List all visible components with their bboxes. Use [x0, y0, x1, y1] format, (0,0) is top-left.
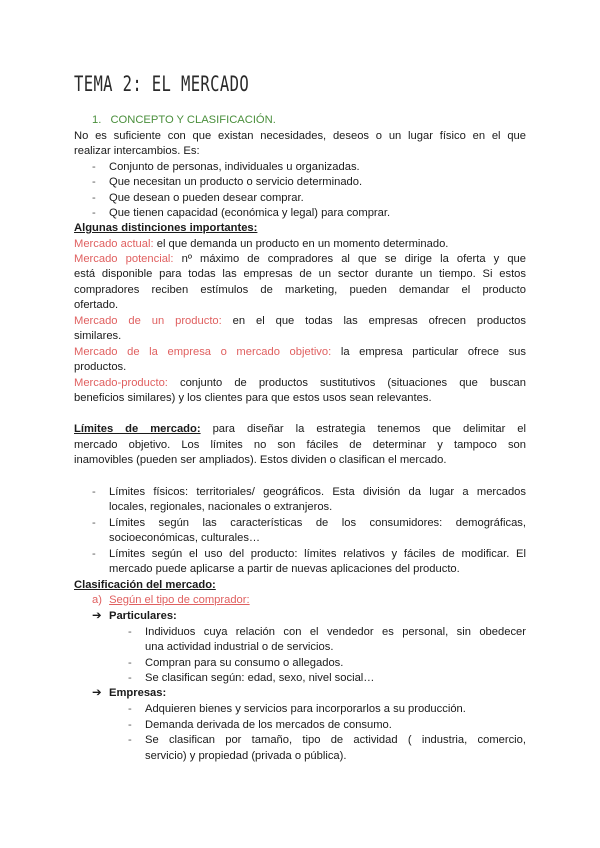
dash-icon: - — [92, 548, 96, 560]
dash-icon: - — [128, 703, 132, 715]
list-item: Límites físicos: territoriales/ geográficos. Esta división da lugar a mercados — [109, 486, 526, 498]
list-item: socioeconómicas, culturales… — [109, 532, 261, 544]
definition-text: productos. — [74, 361, 127, 373]
section-title: CONCEPTO Y CLASIFICACIÓN. — [110, 114, 276, 126]
dash-icon: - — [92, 192, 96, 204]
dash-icon: - — [128, 626, 132, 638]
subsection-a — [92, 593, 250, 609]
list-item: Se clasifican según: edad, sexo, nivel social… — [145, 672, 375, 684]
definition-text: el que demanda un producto en un momento determinado. — [153, 238, 449, 250]
definition-text: beneficios similares) y los clientes para que estos usos sean relevantes. — [74, 392, 432, 404]
list-item: locales, regionales, nacionales o extranjeros. — [109, 501, 333, 513]
particulares-label: Particulares: — [109, 610, 177, 622]
list-item: Que desean o pueden desear comprar. — [109, 192, 304, 204]
list-item: Conjunto de personas, individuales u organizadas. — [109, 161, 360, 173]
term: Límites de mercado: — [74, 423, 201, 435]
dash-icon: - — [128, 734, 132, 746]
term: Mercado de un producto: — [74, 315, 222, 327]
list-item: Compran para su consumo o allegados. — [145, 657, 344, 669]
dash-icon: - — [128, 657, 132, 669]
definition-mercado-producto — [74, 314, 526, 330]
list-item: Que necesitan un producto o servicio determinado. — [109, 176, 363, 188]
definition-text: compradores reciben estímulos de marketing, pueden demandar el producto — [74, 284, 526, 296]
dash-icon: - — [128, 719, 132, 731]
term: Mercado potencial: — [74, 253, 174, 265]
dash-icon: - — [92, 486, 96, 498]
list-item: una actividad industrial o de servicios. — [145, 641, 334, 653]
subsection-label: Según el tipo de comprador: — [109, 594, 250, 606]
definition-mercado-actual — [74, 237, 448, 253]
list-item: servicio) y propiedad (privada o pública). — [145, 750, 347, 762]
dash-icon: - — [92, 161, 96, 173]
term: Mercado-producto: — [74, 377, 168, 389]
dash-icon: - — [92, 207, 96, 219]
arrow-icon: ➔ — [92, 610, 102, 622]
list-item: Demanda derivada de los mercados de consumo. — [145, 719, 392, 731]
section-heading — [92, 113, 276, 129]
distinctions-heading: Algunas distinciones importantes: — [74, 222, 258, 234]
arrow-icon: ➔ — [92, 687, 102, 699]
definition-mercado-potencial — [74, 252, 526, 268]
paragraph-text: inamovibles (pueden ser ampliados). Estos dividen o clasifican el mercado. — [74, 454, 447, 466]
list-item: Se clasifican por tamaño, tipo de actividad ( industria, comercio, — [145, 734, 526, 746]
definition-text: está disponible para todas las empresas de un sector durante un tiempo. Si estos — [74, 268, 526, 280]
limites-paragraph — [74, 422, 526, 438]
definition-text: conjunto de productos sustitutivos (situaciones que buscan — [167, 377, 526, 389]
subsection-letter: a) — [92, 594, 102, 606]
definition-text: similares. — [74, 330, 122, 342]
page-title: TEMA 2: EL MERCADO — [74, 72, 250, 96]
dash-icon: - — [92, 176, 96, 188]
intro-line-1: No es suficiente con que existan necesidades, deseos o un lugar físico en el que — [74, 130, 526, 142]
definition-text: nº máximo de compradores al que se dirige la oferta y que — [173, 253, 526, 265]
empresas-label: Empresas: — [109, 687, 167, 699]
term: Mercado de la empresa o mercado objetivo: — [74, 346, 332, 358]
intro-line-2: realizar intercambios. Es: — [74, 145, 200, 157]
list-item: mercado puede aplicarse a partir de nuevas aplicaciones del producto. — [109, 563, 460, 575]
section-number: 1. — [92, 114, 102, 126]
definition-mercado-producto-sustitutivo — [74, 376, 526, 392]
definition-mercado-objetivo — [74, 345, 526, 361]
list-item: Límites según el uso del producto: límites relativos y fáciles de modificar. El — [109, 548, 526, 560]
list-item: Que tienen capacidad (económica y legal) para comprar. — [109, 207, 391, 219]
definition-text: en el que todas las empresas ofrecen productos — [221, 315, 527, 327]
paragraph-text: para diseñar la estrategia tenemos que delimitar el — [200, 423, 526, 435]
term: Mercado actual: — [74, 238, 154, 250]
definition-text: ofertado. — [74, 299, 119, 311]
dash-icon: - — [92, 517, 96, 529]
list-item: Individuos cuya relación con el vendedor es personal, sin obedecer — [145, 626, 526, 638]
paragraph-text: mercado objetivo. Los límites no son fáciles de determinar y tampoco son — [74, 439, 526, 451]
dash-icon: - — [128, 672, 132, 684]
list-item: Límites según las características de los consumidores: demográficas, — [109, 517, 526, 529]
clasificacion-heading: Clasificación del mercado: — [74, 579, 216, 591]
list-item: Adquieren bienes y servicios para incorporarlos a su producción. — [145, 703, 466, 715]
definition-text: la empresa particular ofrece sus — [331, 346, 526, 358]
